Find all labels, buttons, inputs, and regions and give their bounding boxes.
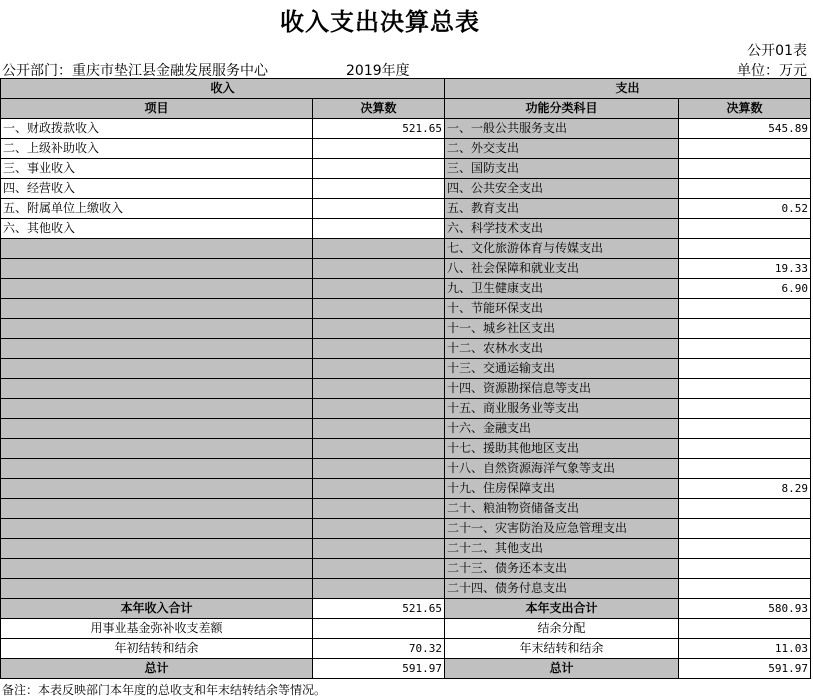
col-header-item: 项目	[1, 99, 313, 119]
expense-item-cell: 九、卫生健康支出	[445, 279, 679, 299]
expense-amount-cell: 6.90	[679, 279, 811, 299]
page-title: 收入支出决算总表	[280, 8, 480, 36]
income-amount-cell	[313, 539, 445, 559]
expense-item-cell: 七、文化旅游体育与传媒支出	[445, 239, 679, 259]
expense-summary-amount: 11.03	[679, 639, 811, 659]
table-row	[1, 259, 811, 279]
table-row	[1, 439, 811, 459]
income-item-cell: 三、事业收入	[1, 159, 313, 179]
income-item-cell	[1, 579, 313, 599]
income-item-cell	[1, 239, 313, 259]
expense-amount-cell	[679, 399, 811, 419]
income-item-cell	[1, 379, 313, 399]
expense-amount-cell: 545.89	[679, 119, 811, 139]
expense-item-cell: 六、科学技术支出	[445, 219, 679, 239]
table-row	[1, 319, 811, 339]
income-summary-label: 总计	[1, 659, 313, 679]
expense-amount-cell	[679, 559, 811, 579]
col-header-amount2: 决算数	[679, 99, 811, 119]
expense-amount-cell	[679, 239, 811, 259]
table-row	[1, 279, 811, 299]
expense-summary-amount: 580.93	[679, 599, 811, 619]
expense-amount-cell: 19.33	[679, 259, 811, 279]
expense-summary-label: 本年支出合计	[445, 599, 679, 619]
table-row	[1, 539, 811, 559]
table-row	[1, 159, 811, 179]
income-item-cell: 五、附属单位上缴收入	[1, 199, 313, 219]
expense-item-cell: 十六、金融支出	[445, 419, 679, 439]
income-amount-cell	[313, 239, 445, 259]
expense-amount-cell: 8.29	[679, 479, 811, 499]
table-row	[1, 519, 811, 539]
income-summary-amount: 591.97	[313, 659, 445, 679]
expense-summary-label: 总计	[445, 659, 679, 679]
expense-amount-cell: 0.52	[679, 199, 811, 219]
income-item-cell	[1, 499, 313, 519]
income-amount-cell	[313, 219, 445, 239]
table-row	[1, 459, 811, 479]
table-row	[1, 399, 811, 419]
table-row	[1, 419, 811, 439]
income-amount-cell	[313, 479, 445, 499]
income-amount-cell	[313, 259, 445, 279]
expense-item-cell: 二、外交支出	[445, 139, 679, 159]
income-summary-label: 年初结转和结余	[1, 639, 313, 659]
income-amount-cell	[313, 379, 445, 399]
expense-item-cell: 十五、商业服务业等支出	[445, 399, 679, 419]
income-section-header: 收入	[1, 79, 445, 99]
table-row	[1, 119, 811, 139]
table-row	[1, 179, 811, 199]
table-row	[1, 499, 811, 519]
expense-summary-label: 年末结转和结余	[445, 639, 679, 659]
expense-amount-cell	[679, 159, 811, 179]
income-summary-label: 本年收入合计	[1, 599, 313, 619]
expense-item-cell: 十四、资源勘探信息等支出	[445, 379, 679, 399]
expense-item-cell: 八、社会保障和就业支出	[445, 259, 679, 279]
expense-amount-cell	[679, 219, 811, 239]
income-amount-cell	[313, 339, 445, 359]
income-item-cell	[1, 459, 313, 479]
table-row	[1, 299, 811, 319]
income-amount-cell	[313, 279, 445, 299]
expense-summary-label: 结余分配	[445, 619, 679, 639]
income-amount-cell	[313, 139, 445, 159]
year-label: 2019年度	[346, 63, 410, 79]
expense-item-cell: 二十、粮油物资储备支出	[445, 499, 679, 519]
expense-amount-cell	[679, 379, 811, 399]
income-amount-cell	[313, 319, 445, 339]
table-row	[1, 379, 811, 399]
expense-item-cell: 十八、自然资源海洋气象等支出	[445, 459, 679, 479]
col-header-function: 功能分类科目	[445, 99, 679, 119]
expense-amount-cell	[679, 459, 811, 479]
table-row	[1, 339, 811, 359]
expense-item-cell: 十一、城乡社区支出	[445, 319, 679, 339]
table-row	[1, 579, 811, 599]
income-item-cell	[1, 259, 313, 279]
income-amount-cell	[313, 359, 445, 379]
expense-section-header: 支出	[445, 79, 811, 99]
expense-amount-cell	[679, 439, 811, 459]
expense-amount-cell	[679, 539, 811, 559]
table-row	[1, 239, 811, 259]
expense-amount-cell	[679, 179, 811, 199]
income-item-cell	[1, 279, 313, 299]
income-item-cell	[1, 479, 313, 499]
expense-item-cell: 十二、农林水支出	[445, 339, 679, 359]
income-summary-amount: 70.32	[313, 639, 445, 659]
expense-item-cell: 二十三、债务还本支出	[445, 559, 679, 579]
income-item-cell	[1, 319, 313, 339]
summary-row	[1, 639, 811, 659]
table-row	[1, 359, 811, 379]
income-item-cell	[1, 559, 313, 579]
income-amount-cell	[313, 439, 445, 459]
income-item-cell	[1, 399, 313, 419]
income-amount-cell	[313, 559, 445, 579]
income-expense-table	[0, 78, 811, 679]
income-amount-cell: 521.65	[313, 119, 445, 139]
income-amount-cell	[313, 459, 445, 479]
expense-item-cell: 四、公共安全支出	[445, 179, 679, 199]
income-item-cell: 四、经营收入	[1, 179, 313, 199]
expense-amount-cell	[679, 319, 811, 339]
expense-item-cell: 十九、住房保障支出	[445, 479, 679, 499]
income-amount-cell	[313, 499, 445, 519]
income-item-cell: 六、其他收入	[1, 219, 313, 239]
department-label: 公开部门：重庆市垫江县金融发展服务中心	[2, 63, 268, 79]
expense-item-cell: 一、一般公共服务支出	[445, 119, 679, 139]
expense-item-cell: 二十一、灾害防治及应急管理支出	[445, 519, 679, 539]
table-row	[1, 219, 811, 239]
expense-item-cell: 十七、援助其他地区支出	[445, 439, 679, 459]
expense-item-cell: 十三、交通运输支出	[445, 359, 679, 379]
expense-item-cell: 三、国防支出	[445, 159, 679, 179]
income-summary-amount	[313, 619, 445, 639]
summary-row	[1, 659, 811, 679]
income-amount-cell	[313, 199, 445, 219]
income-item-cell	[1, 519, 313, 539]
income-amount-cell	[313, 299, 445, 319]
column-header-row	[1, 99, 811, 119]
expense-amount-cell	[679, 499, 811, 519]
income-item-cell	[1, 539, 313, 559]
income-item-cell	[1, 419, 313, 439]
income-item-cell	[1, 439, 313, 459]
expense-amount-cell	[679, 299, 811, 319]
table-row	[1, 559, 811, 579]
expense-amount-cell	[679, 419, 811, 439]
form-number: 公开01表	[747, 43, 807, 59]
unit-label: 单位：万元	[737, 63, 807, 79]
section-header-row	[1, 79, 811, 99]
income-amount-cell	[313, 579, 445, 599]
income-summary-label: 用事业基金弥补收支差额	[1, 619, 313, 639]
expense-amount-cell	[679, 139, 811, 159]
income-amount-cell	[313, 159, 445, 179]
income-amount-cell	[313, 519, 445, 539]
footnote: 备注：本表反映部门本年度的总收支和年末结转结余等情况。	[2, 683, 327, 697]
expense-summary-amount	[679, 619, 811, 639]
col-header-amount: 决算数	[313, 99, 445, 119]
expense-amount-cell	[679, 579, 811, 599]
income-item-cell: 二、上级补助收入	[1, 139, 313, 159]
table-row	[1, 199, 811, 219]
table-row	[1, 479, 811, 499]
expense-amount-cell	[679, 519, 811, 539]
income-item-cell	[1, 299, 313, 319]
expense-summary-amount: 591.97	[679, 659, 811, 679]
summary-row	[1, 619, 811, 639]
table-row	[1, 139, 811, 159]
income-amount-cell	[313, 399, 445, 419]
income-item-cell: 一、财政拨款收入	[1, 119, 313, 139]
income-amount-cell	[313, 179, 445, 199]
income-item-cell	[1, 339, 313, 359]
income-amount-cell	[313, 419, 445, 439]
income-item-cell	[1, 359, 313, 379]
income-summary-amount: 521.65	[313, 599, 445, 619]
expense-amount-cell	[679, 359, 811, 379]
expense-item-cell: 五、教育支出	[445, 199, 679, 219]
expense-item-cell: 二十四、债务付息支出	[445, 579, 679, 599]
summary-row	[1, 599, 811, 619]
expense-item-cell: 二十二、其他支出	[445, 539, 679, 559]
expense-item-cell: 十、节能环保支出	[445, 299, 679, 319]
expense-amount-cell	[679, 339, 811, 359]
